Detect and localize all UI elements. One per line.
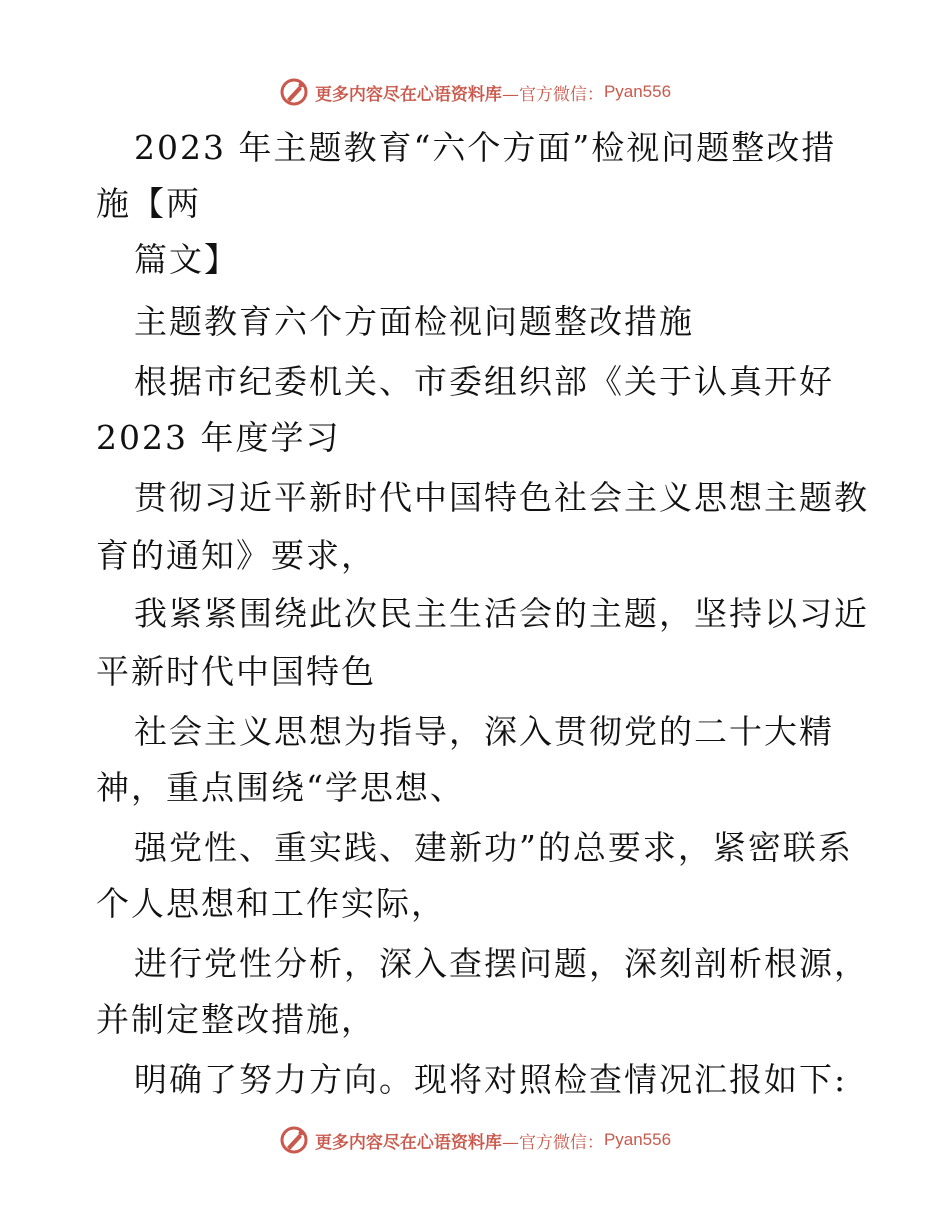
- doc-line: 并制定整改措施，: [96, 1000, 376, 1039]
- doc-line: 神，重点围绕“学思想、: [96, 768, 465, 807]
- watermark-text-sep: —官方微信：: [501, 84, 604, 105]
- watermark-text-main: 更多内容尽在心语资料库: [314, 1132, 502, 1153]
- doc-line: 强党性、重实践、建新功”的总要求，紧密联系: [134, 828, 853, 867]
- doc-line: 进行党性分析，深入查摆问题，深刻剖析根源，: [134, 944, 869, 983]
- doc-line: 根据市纪委机关、市委组织部《关于认真开好: [134, 362, 834, 401]
- watermark-banner-top: [0, 72, 950, 112]
- doc-line: 主题教育六个方面检视问题整改措施: [134, 302, 694, 341]
- watermark-text-sep: —官方微信：: [501, 1132, 604, 1153]
- doc-line: 施【两: [96, 184, 201, 223]
- doc-line: 社会主义思想为指导，深入贯彻党的二十大精: [134, 712, 834, 751]
- doc-line: 贯彻习近平新时代中国特色社会主义思想主题教: [134, 478, 869, 517]
- watermark-text-main: 更多内容尽在心语资料库: [314, 84, 502, 105]
- doc-line: 明确了努力方向。现将对照检查情况汇报如下:: [134, 1060, 848, 1099]
- watermark-banner-bottom: [0, 1120, 950, 1160]
- doc-line: 篇文】: [134, 240, 239, 279]
- watermark-text-id: Pyan556: [603, 82, 672, 101]
- doc-line: 育的通知》要求，: [96, 536, 376, 575]
- doc-line: 平新时代中国特色: [96, 652, 376, 691]
- doc-line: 个人思想和工作实际，: [96, 884, 446, 923]
- doc-line: 2023 年主题教育“六个方面”检视问题整改措: [134, 128, 837, 167]
- doc-line: 我紧紧围绕此次民主生活会的主题，坚持以习近: [134, 594, 869, 633]
- watermark-text-id: Pyan556: [603, 1130, 672, 1149]
- pen-logo-icon: [279, 1125, 309, 1155]
- pen-logo-icon: [279, 77, 309, 107]
- doc-line: 2023 年度学习: [96, 418, 341, 457]
